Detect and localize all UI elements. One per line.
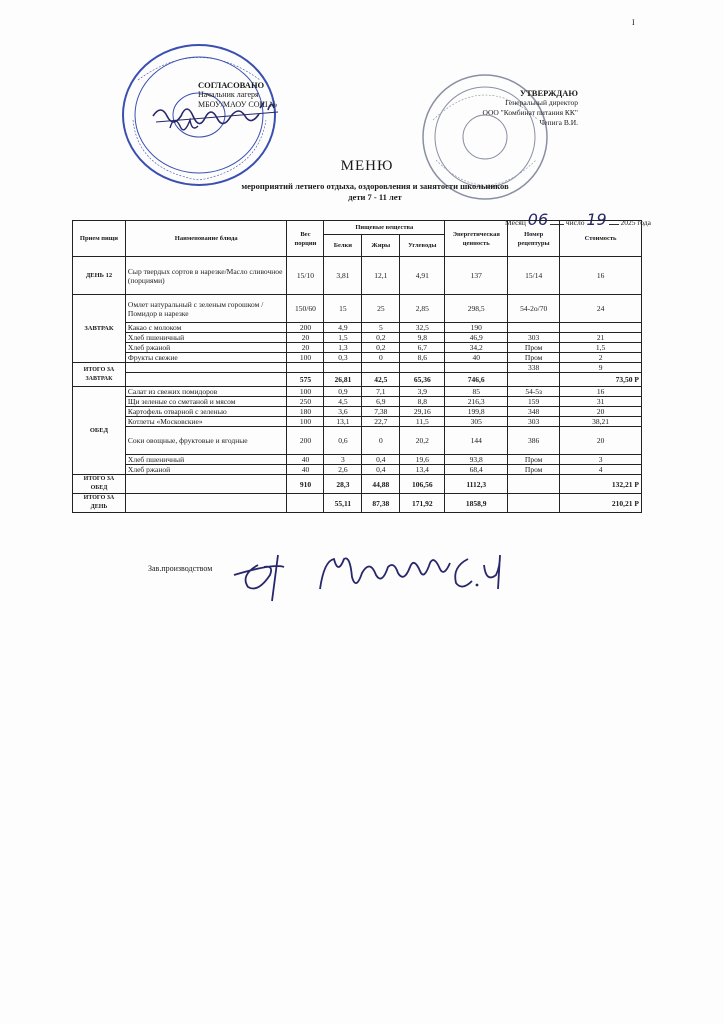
cell-carbs: 19,6	[400, 455, 445, 465]
cell-energy: 93,8	[445, 455, 508, 465]
table-row	[73, 333, 642, 343]
header-recipe: Номер рецептуры	[508, 221, 560, 257]
header-dish: Наименование блюда	[125, 221, 287, 257]
cell-dish: Сыр твердых сортов в нарезке/Масло сливочное (порциями)	[125, 257, 287, 295]
cell-protein: 3,81	[324, 257, 362, 295]
header-meal: Прием пищи	[73, 221, 126, 257]
cell-dish: Хлеб ржаной	[125, 343, 287, 353]
cell-energy: 68,4	[445, 465, 508, 475]
approve-block	[448, 88, 578, 128]
cell-protein: 1,5	[324, 333, 362, 343]
cell-weight: 200	[287, 427, 324, 455]
cell-carbs: 9,8	[400, 333, 445, 343]
day-total-label: ИТОГО ЗА ДЕНЬ	[73, 494, 126, 513]
cell-energy: 144	[445, 427, 508, 455]
cell-energy: 137	[445, 257, 508, 295]
total-cost: 73,50 Р	[560, 373, 642, 387]
cell-recipe	[508, 323, 560, 333]
cell-recipe: 159	[508, 397, 560, 407]
cell-dish: Омлет натуральный с зеленым горошком /Помидор в нарезке	[125, 295, 287, 323]
cell-fat: 0,4	[362, 465, 400, 475]
cell-energy: 40	[445, 353, 508, 363]
cell-protein: 0,3	[324, 353, 362, 363]
table-row	[73, 353, 642, 363]
cell-dish: Соки овощные, фруктовые и ягодные	[125, 427, 287, 455]
cell-weight: 20	[287, 333, 324, 343]
cell-cost: 3	[560, 455, 642, 465]
total-energy: 1112,3	[445, 475, 508, 494]
total-energy: 746,6	[445, 373, 508, 387]
cell-protein: 0,9	[324, 387, 362, 397]
document-subtitle	[210, 181, 540, 203]
cell-energy: 34,2	[445, 343, 508, 353]
approve-title: УТВЕРЖДАЮ	[519, 88, 578, 98]
cell-weight: 100	[287, 353, 324, 363]
header-protein: Белки	[324, 235, 362, 257]
cell-recipe: 54-5з	[508, 387, 560, 397]
total-energy: 1858,9	[445, 494, 508, 513]
cell-recipe: Пром	[508, 455, 560, 465]
cell-carbs: 13,4	[400, 465, 445, 475]
cell-energy: 305	[445, 417, 508, 427]
total-carbs: 106,56	[400, 475, 445, 494]
cell-dish: Хлеб ржаной	[125, 465, 287, 475]
cell-fat: 22,7	[362, 417, 400, 427]
year-label: 2025 года	[620, 218, 651, 227]
table-row	[73, 323, 642, 333]
cell-fat: 7,38	[362, 407, 400, 417]
cell-cost	[560, 323, 642, 333]
cell-cost: 24	[560, 295, 642, 323]
lunch-label: ОБЕД	[73, 387, 126, 475]
table-row	[73, 465, 642, 475]
cell-energy: 190	[445, 323, 508, 333]
cell-protein: 3	[324, 455, 362, 465]
cell-carbs: 29,16	[400, 407, 445, 417]
cell-recipe: 54-2о/70	[508, 295, 560, 323]
approve-line1: Генеральный директор	[505, 98, 578, 107]
cell-energy: 216,3	[445, 397, 508, 407]
lunch-total-row	[73, 475, 642, 494]
day-label: число	[565, 218, 585, 227]
cell-protein: 2,6	[324, 465, 362, 475]
month-value: 06	[527, 210, 549, 229]
agreed-signature	[148, 98, 288, 143]
cell-dish: Хлеб пшеничный	[125, 333, 287, 343]
production-manager-label: Зав.производством	[148, 564, 213, 573]
cell-energy: 298,5	[445, 295, 508, 323]
cell-dish: Какао с молоком	[125, 323, 287, 333]
table-row	[73, 295, 642, 323]
total-carbs: 171,92	[400, 494, 445, 513]
cell-fat: 7,1	[362, 387, 400, 397]
cell-fat: 0,2	[362, 343, 400, 353]
cell-carbs: 3,9	[400, 387, 445, 397]
total-fat: 42,5	[362, 373, 400, 387]
agreed-line2: МБОУ/МАОУ СОШ №	[198, 100, 278, 109]
month-label: Месяц	[505, 218, 526, 227]
cell-dish: Салат из свежих помидоров	[125, 387, 287, 397]
cell-weight: 20	[287, 343, 324, 353]
production-manager-signature	[228, 545, 518, 605]
cell-recipe: Пром	[508, 465, 560, 475]
cell-cost: 20	[560, 427, 642, 455]
cell-carbs: 8,6	[400, 353, 445, 363]
cell-dish: Хлеб пшеничный	[125, 455, 287, 465]
cell-weight: 15/10	[287, 257, 324, 295]
table-row	[73, 427, 642, 455]
cell-cost: 38,21	[560, 417, 642, 427]
cell-cost: 31	[560, 397, 642, 407]
total-protein: 55,11	[324, 494, 362, 513]
cell-dish: Щи зеленые со сметаной и мясом	[125, 397, 287, 407]
cell-carbs: 2,85	[400, 295, 445, 323]
total-protein: 26,81	[324, 373, 362, 387]
total-weight: 910	[287, 475, 324, 494]
cell-weight: 100	[287, 387, 324, 397]
agreed-title: СОГЛАСОВАНО	[198, 80, 265, 90]
table-row	[73, 397, 642, 407]
cell-protein: 13,1	[324, 417, 362, 427]
total-carbs: 65,36	[400, 373, 445, 387]
cell-cost: 1,5	[560, 343, 642, 353]
cell-fat: 0	[362, 353, 400, 363]
header-fat: Жиры	[362, 235, 400, 257]
cell-fat: 0,2	[362, 333, 400, 343]
cell-cost: 16	[560, 257, 642, 295]
breakfast-extra-row	[73, 363, 642, 373]
breakfast-total-label: ИТОГО ЗА ЗАВТРАК	[73, 363, 126, 387]
cell-dish: Фрукты свежие	[125, 353, 287, 363]
cell-fat: 12,1	[362, 257, 400, 295]
day-label: ДЕНЬ 12	[73, 257, 126, 295]
cell-recipe: 348	[508, 407, 560, 417]
cell-cost: 20	[560, 407, 642, 417]
subtitle-line1: мероприятий летнего отдыха, оздоровления и занятости школьников	[241, 181, 509, 191]
cell-fat: 6,9	[362, 397, 400, 407]
cell-protein: 15	[324, 295, 362, 323]
cell-carbs: 11,5	[400, 417, 445, 427]
cell-carbs: 20,2	[400, 427, 445, 455]
cell-recipe: 303	[508, 417, 560, 427]
total-fat: 87,38	[362, 494, 400, 513]
day-value: 19	[586, 210, 607, 229]
cell-weight: 200	[287, 323, 324, 333]
page-mark: I	[632, 18, 635, 27]
cell-weight: 40	[287, 455, 324, 465]
cell-energy: 199,8	[445, 407, 508, 417]
cell-weight: 40	[287, 465, 324, 475]
breakfast-label: ЗАВТРАК	[73, 295, 126, 363]
table-row	[73, 387, 642, 397]
cell-recipe: Пром	[508, 353, 560, 363]
cell-cost: 4	[560, 465, 642, 475]
cell-recipe: Пром	[508, 343, 560, 353]
header-nutrients: Пищевые вещества	[324, 221, 445, 235]
cell-cost: 2	[560, 353, 642, 363]
total-cost: 132,21 Р	[560, 475, 642, 494]
cell-cost: 21	[560, 333, 642, 343]
cell-fat: 0,4	[362, 455, 400, 465]
cell-cost: 9	[560, 363, 642, 373]
total-protein: 28,3	[324, 475, 362, 494]
table-row	[73, 455, 642, 465]
cell-fat: 25	[362, 295, 400, 323]
header-weight: Вес порции	[287, 221, 324, 257]
agreed-line1: Начальник лагеря	[198, 90, 259, 99]
cell-recipe: 386	[508, 427, 560, 455]
cell-weight: 180	[287, 407, 324, 417]
day-total-row	[73, 494, 642, 513]
cell-recipe: 303	[508, 333, 560, 343]
cell-recipe: 15/14	[508, 257, 560, 295]
header-carbs: Углеводы	[400, 235, 445, 257]
cell-dish: Котлеты «Московские»	[125, 417, 287, 427]
cell-recipe: 338	[508, 363, 560, 373]
cell-protein: 3,6	[324, 407, 362, 417]
subtitle-line2: дети 7 - 11 лет	[348, 192, 402, 202]
day-row	[73, 257, 642, 295]
lunch-total-label: ИТОГО ЗА ОБЕД	[73, 475, 126, 494]
document-title: МЕНЮ	[340, 158, 394, 174]
menu-table	[72, 220, 642, 513]
cell-weight: 250	[287, 397, 324, 407]
cell-protein: 0,6	[324, 427, 362, 455]
breakfast-total-row	[73, 373, 642, 387]
cell-fat: 0	[362, 427, 400, 455]
cell-protein: 1,3	[324, 343, 362, 353]
cell-carbs: 6,7	[400, 343, 445, 353]
header-row	[73, 221, 642, 235]
cell-carbs: 32,5	[400, 323, 445, 333]
cell-fat: 5	[362, 323, 400, 333]
cell-carbs: 4,91	[400, 257, 445, 295]
table-row	[73, 343, 642, 353]
header-cost: Стоимость	[560, 221, 642, 257]
cell-protein: 4,9	[324, 323, 362, 333]
cell-protein: 4,5	[324, 397, 362, 407]
cell-energy: 85	[445, 387, 508, 397]
table-row	[73, 407, 642, 417]
cell-dish: Картофель отварной с зеленью	[125, 407, 287, 417]
cell-cost: 16	[560, 387, 642, 397]
cell-energy: 46,9	[445, 333, 508, 343]
total-cost: 210,21 Р	[560, 494, 642, 513]
approve-line3: Чепига В.И.	[539, 118, 578, 127]
cell-weight: 100	[287, 417, 324, 427]
header-energy: Энергетическая ценность	[445, 221, 508, 257]
table-row	[73, 417, 642, 427]
approve-line2: ООО "Комбинат питания КК"	[482, 108, 578, 117]
cell-weight: 150/60	[287, 295, 324, 323]
cell-carbs: 8,8	[400, 397, 445, 407]
total-fat: 44,88	[362, 475, 400, 494]
total-weight: 575	[287, 373, 324, 387]
